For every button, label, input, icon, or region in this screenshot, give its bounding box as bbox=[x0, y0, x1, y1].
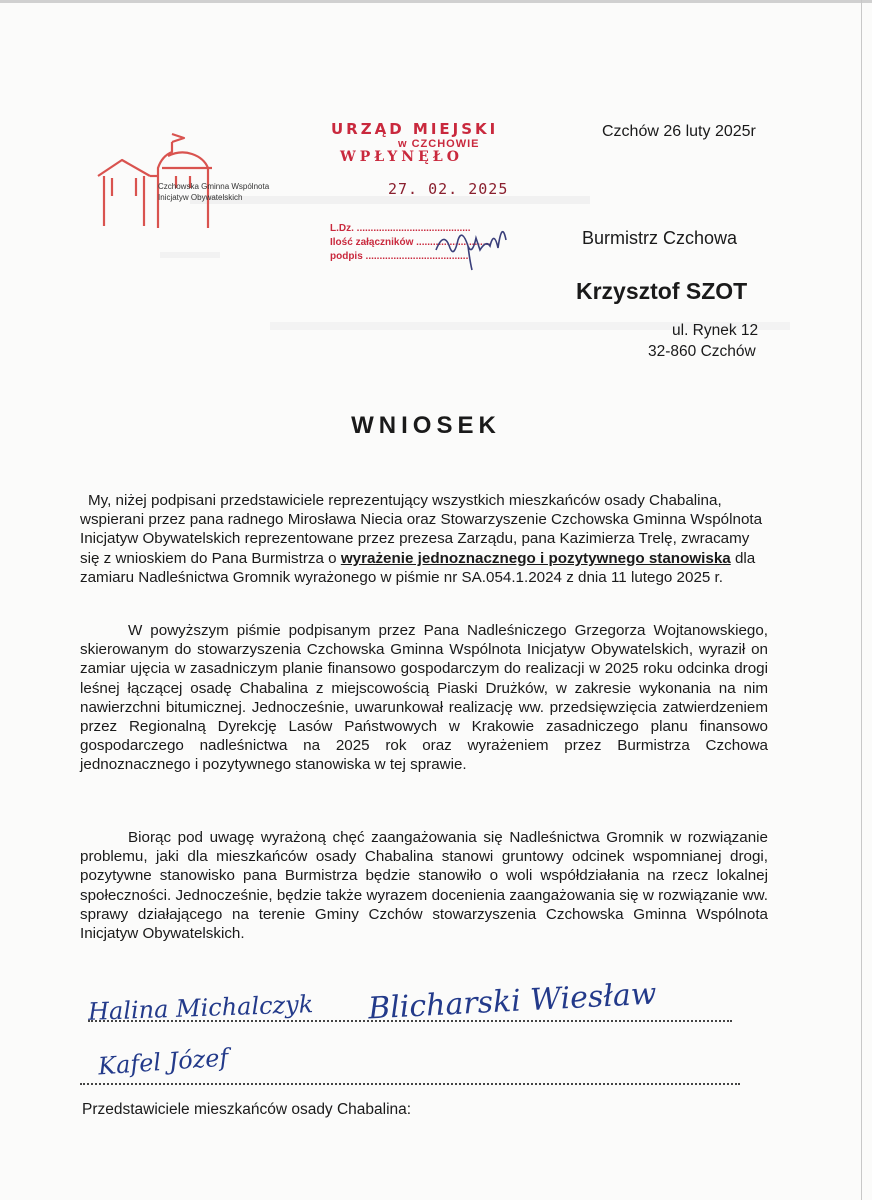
stamp-town: w CZCHOWIE bbox=[398, 138, 480, 150]
stamp-field-signature: podpis ...................................... bbox=[330, 251, 472, 262]
logo-caption-line1: Czchowska Gminna Wspólnota bbox=[158, 182, 270, 191]
body-paragraph-3 bbox=[80, 828, 768, 943]
stamp-field-attachments: Ilość załączników ........................... bbox=[330, 237, 492, 248]
stamp-signature-icon bbox=[428, 210, 518, 272]
stamp-received: WPŁYNĘŁO bbox=[340, 149, 463, 165]
stamp-date: 27. 02. 2025 bbox=[388, 180, 509, 198]
recipient-city: 32-860 Czchów bbox=[648, 343, 756, 360]
logo-caption-line2: Inicjatyw Obywatelskich bbox=[158, 193, 243, 202]
signature-line-2 bbox=[80, 1083, 740, 1085]
scan-edge-top bbox=[0, 0, 872, 3]
signature-3: Kafel Józef bbox=[97, 1043, 230, 1081]
document-title: WNIOSEK bbox=[351, 412, 501, 439]
signature-1: Halina Michalczyk bbox=[87, 990, 314, 1026]
p1-text-end: dla zamiaru Nadleśnictwa Gromnik wyrażonego w piśmie nr SA.054.1.2024 z dnia 11 lutego 2025 r. bbox=[80, 549, 756, 586]
recipient-title: Burmistrz Czchowa bbox=[582, 228, 738, 248]
recipient-street: ul. Rynek 12 bbox=[672, 322, 759, 339]
recipient-name: Krzysztof SZOT bbox=[576, 278, 748, 304]
body-paragraph-2 bbox=[80, 621, 768, 775]
body-paragraph-1 bbox=[80, 491, 768, 587]
receipt-stamp bbox=[328, 118, 546, 268]
document-date: Czchów 26 luty 2025r bbox=[602, 123, 756, 140]
logo-caption bbox=[158, 181, 269, 203]
stamp-office: URZĄD MIEJSKI bbox=[331, 120, 499, 138]
p1-emphasis: wyrażenie jednoznacznego i pozytywnego stanowiska bbox=[340, 549, 731, 567]
p1-text-start: My, niżej podpisani przedstawiciele reprezentujący wszystkich mieszkańców osady Chabalina, wspierani przez pana radnego Mirosława Niecia oraz Stowarzyszenie Czchowska Gminna Wspólnota Inicjatyw Obywatelskich reprezentowane przez prezesa Zarządu, pana Kazimierza Trelę, zwracamy się z wnioskiem do Pana Burmistrza o bbox=[80, 492, 763, 567]
show-through-mark bbox=[160, 252, 220, 258]
p2-text: W powyższym piśmie podpisanym przez Pana Nadleśniczego Grzegorza Wojtanowskiego, skierowanym do stowarzyszenia Czchowska Gminna Wspólnota Inicjatyw Obywatelskich, wyraził on zamiar ujęcia w zasadniczym planie finansowo gospodarczym do realizacji w 2025 roku odcinka drogi leśnej łączącej osadę Chabalina z miejscowością Piaski Drużków, w zakresie wykonania na nim nawierzchni bitumicznej. Jednocześnie, uwarunkował realizację ww. przedsięwzięcia zatwierdzeniem przez Regionalną Dyrekcję Lasów Państwowych w Krakowie zasadniczego planu finansowo gospodarczego nadleśnictwa na 2025 rok oraz wyrażeniem przez Burmistrza Czchowa jednoznacznego i pozytywnego stanowiska w tej sprawie. bbox=[80, 622, 768, 774]
p3-text: Biorąc pod uwagę wyrażoną chęć zaangażowania się Nadleśnictwa Gromnik w rozwiązanie problemu, jaki dla mieszkańców osady Chabalina stanowi gruntowy odcinek wspomnianej drogi, pozytywne stanowisko pana Burmistrza będzie stanowiło o woli współdziałania na rzecz lokalnej społeczności. Jednocześnie, będzie także wyrazem docenienia zaangażowania się w rozwiązanie ww. sprawy działającego na terenie Gminy Czchów stowarzyszenia Czchowska Gminna Wspólnota Inicjatyw Obywatelskich. bbox=[80, 829, 768, 943]
scan-edge-right bbox=[861, 0, 862, 1200]
signature-2: Blicharski Wiesław bbox=[367, 976, 658, 1027]
stamp-field-ldz: L.Dz. ......................................... bbox=[330, 223, 471, 234]
signatories-label: Przedstawiciele mieszkańców osady Chabalina: bbox=[82, 1101, 412, 1118]
